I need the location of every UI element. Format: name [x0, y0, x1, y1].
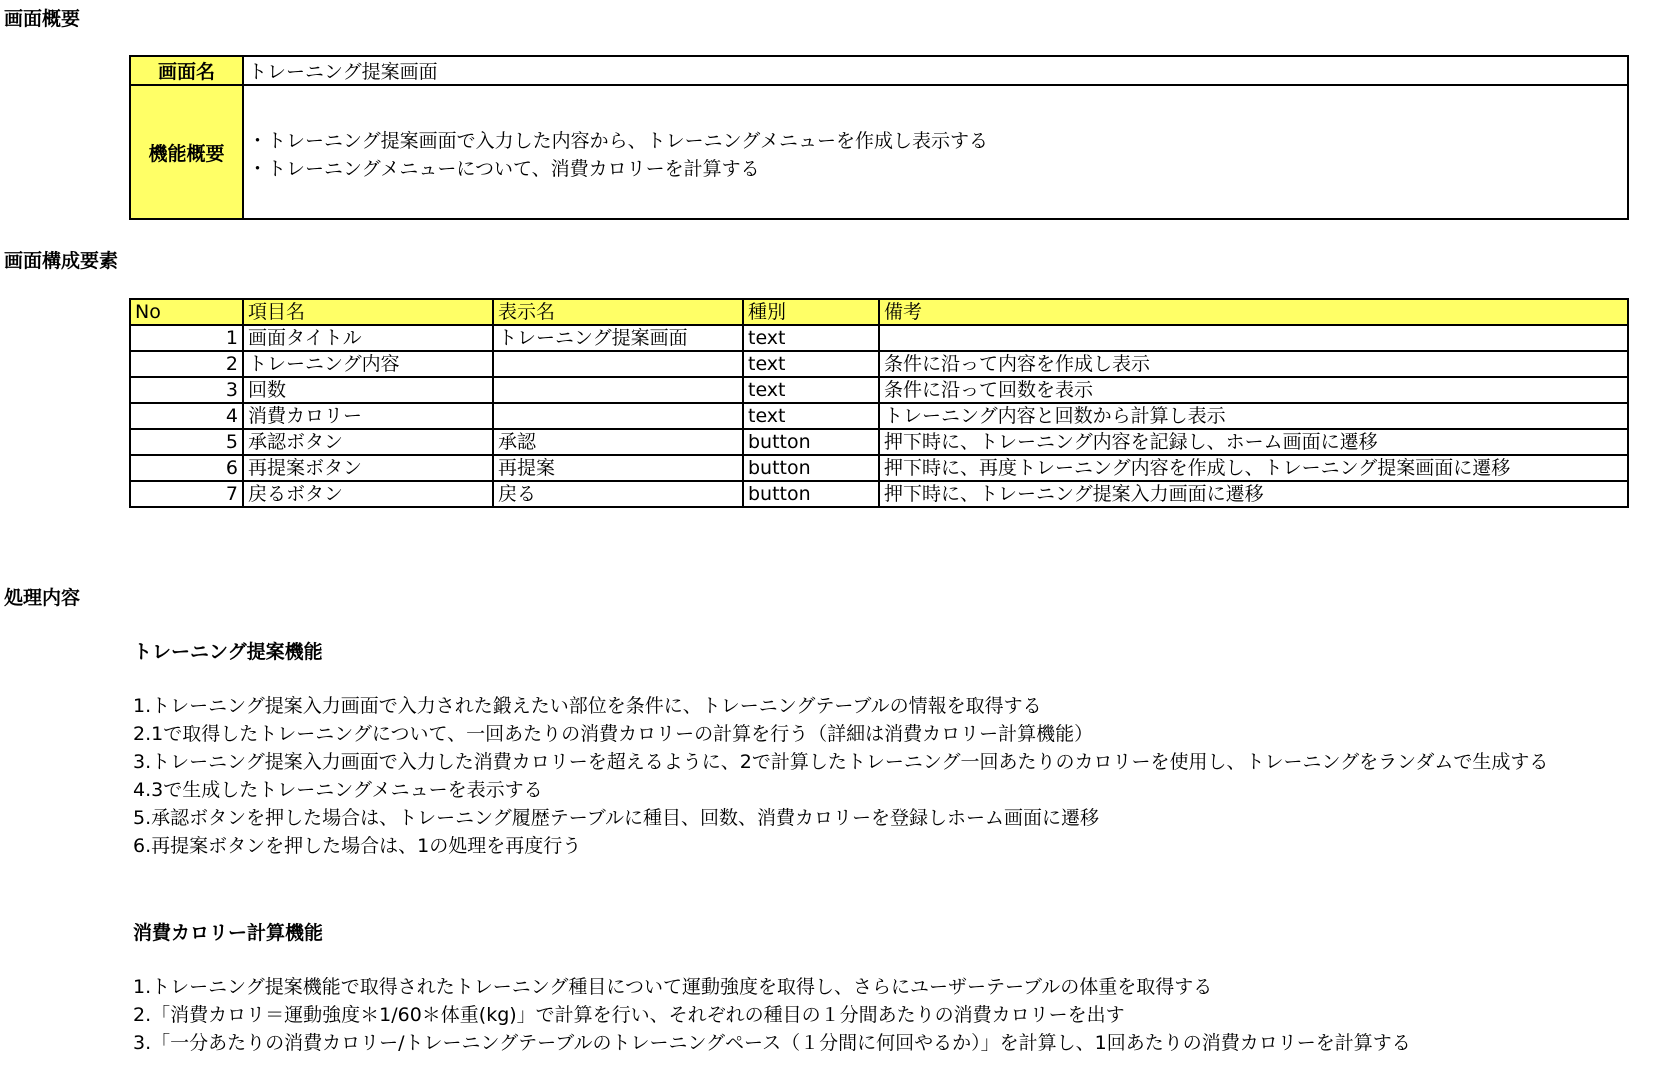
cell-no: 5 — [130, 429, 243, 455]
cell-display — [493, 403, 743, 429]
cell-no: 2 — [130, 351, 243, 377]
cell-display — [493, 377, 743, 403]
cell-kind: text — [743, 377, 879, 403]
table-row — [130, 325, 1628, 351]
overview-table — [129, 55, 1629, 220]
cell-item: 戻るボタン — [243, 481, 493, 507]
table-row — [130, 403, 1628, 429]
cell-kind: text — [743, 403, 879, 429]
cell-no: 3 — [130, 377, 243, 403]
overview-name-row — [130, 56, 1628, 85]
list-item: 1.トレーニング提案入力画面で入力された鍛えたい部位を条件に、トレーニングテーブルの情報を取得する — [133, 695, 1042, 717]
list-item: 3.トレーニング提案入力画面で入力した消費カロリーを超えるように、2で計算したトレーニング一回あたりのカロリーを使用し、トレーニングをランダムで生成する — [133, 751, 1549, 773]
list-item: 4.3で生成したトレーニングメニューを表示する — [133, 779, 543, 801]
cell-display: 戻る — [493, 481, 743, 507]
cell-item: 消費カロリー — [243, 403, 493, 429]
header-kind: 種別 — [743, 299, 879, 325]
cell-note: トレーニング内容と回数から計算し表示 — [879, 403, 1628, 429]
cell-kind: button — [743, 429, 879, 455]
cell-kind: button — [743, 455, 879, 481]
overview-func-row — [130, 85, 1628, 219]
cell-item: 回数 — [243, 377, 493, 403]
overview-section-title: 画面概要 — [4, 8, 81, 30]
cell-kind: text — [743, 325, 879, 351]
cell-item: 画面タイトル — [243, 325, 493, 351]
function-summary-label: 機能概要 — [130, 85, 243, 219]
screen-name-value: トレーニング提案画面 — [243, 56, 1628, 85]
list-item: 1.トレーニング提案機能で取得されたトレーニング種目について運動強度を取得し、さらにユーザーテーブルの体重を取得する — [133, 976, 1213, 998]
cell-note: 押下時に、トレーニング提案入力画面に遷移 — [879, 481, 1628, 507]
header-item: 項目名 — [243, 299, 493, 325]
calorie-function-title: 消費カロリー計算機能 — [133, 922, 324, 944]
cell-no: 6 — [130, 455, 243, 481]
header-note: 備考 — [879, 299, 1628, 325]
cell-note — [879, 325, 1628, 351]
header-display: 表示名 — [493, 299, 743, 325]
function-summary-value — [243, 85, 1628, 219]
list-item: 2.1で取得したトレーニングについて、一回あたりの消費カロリーの計算を行う（詳細は消費カロリー計算機能） — [133, 723, 1094, 745]
cell-note: 押下時に、再度トレーニング内容を作成し、トレーニング提案画面に遷移 — [879, 455, 1628, 481]
function-summary-line: ・トレーニングメニューについて、消費カロリーを計算する — [248, 158, 760, 180]
list-item: 3.「一分あたりの消費カロリー/トレーニングテーブルのトレーニングペース（１分間に何回やるか）」を計算し、1回あたりの消費カロリーを計算する — [133, 1032, 1411, 1054]
cell-note: 条件に沿って内容を作成し表示 — [879, 351, 1628, 377]
list-item: 6.再提案ボタンを押した場合は、1の処理を再度行う — [133, 835, 582, 857]
header-no: No — [130, 299, 243, 325]
function-summary-line: ・トレーニング提案画面で入力した内容から、トレーニングメニューを作成し表示する — [248, 130, 989, 152]
cell-item: トレーニング内容 — [243, 351, 493, 377]
processing-section-title: 処理内容 — [4, 587, 81, 609]
calorie-steps-list — [133, 973, 1411, 1057]
table-row — [130, 351, 1628, 377]
elements-section-title: 画面構成要素 — [4, 250, 119, 272]
list-item: 5.承認ボタンを押した場合は、トレーニング履歴テーブルに種目、回数、消費カロリーを登録しホーム画面に遷移 — [133, 807, 1100, 829]
cell-item: 承認ボタン — [243, 429, 493, 455]
list-item: 2.「消費カロリ＝運動強度＊1/60＊体重(kg)」で計算を行い、それぞれの種目の１分間あたりの消費カロリーを出す — [133, 1004, 1125, 1026]
cell-note: 押下時に、トレーニング内容を記録し、ホーム画面に遷移 — [879, 429, 1628, 455]
cell-no: 1 — [130, 325, 243, 351]
table-row — [130, 377, 1628, 403]
elements-table — [129, 298, 1629, 508]
cell-kind: text — [743, 351, 879, 377]
training-steps-list — [133, 692, 1548, 860]
cell-display: トレーニング提案画面 — [493, 325, 743, 351]
cell-no: 4 — [130, 403, 243, 429]
table-row — [130, 429, 1628, 455]
table-row — [130, 455, 1628, 481]
cell-kind: button — [743, 481, 879, 507]
cell-note: 条件に沿って回数を表示 — [879, 377, 1628, 403]
cell-no: 7 — [130, 481, 243, 507]
training-function-title: トレーニング提案機能 — [133, 641, 323, 663]
table-row — [130, 481, 1628, 507]
table-header-row — [130, 299, 1628, 325]
cell-display — [493, 351, 743, 377]
cell-display: 再提案 — [493, 455, 743, 481]
cell-display: 承認 — [493, 429, 743, 455]
cell-item: 再提案ボタン — [243, 455, 493, 481]
screen-name-label: 画面名 — [130, 56, 243, 85]
